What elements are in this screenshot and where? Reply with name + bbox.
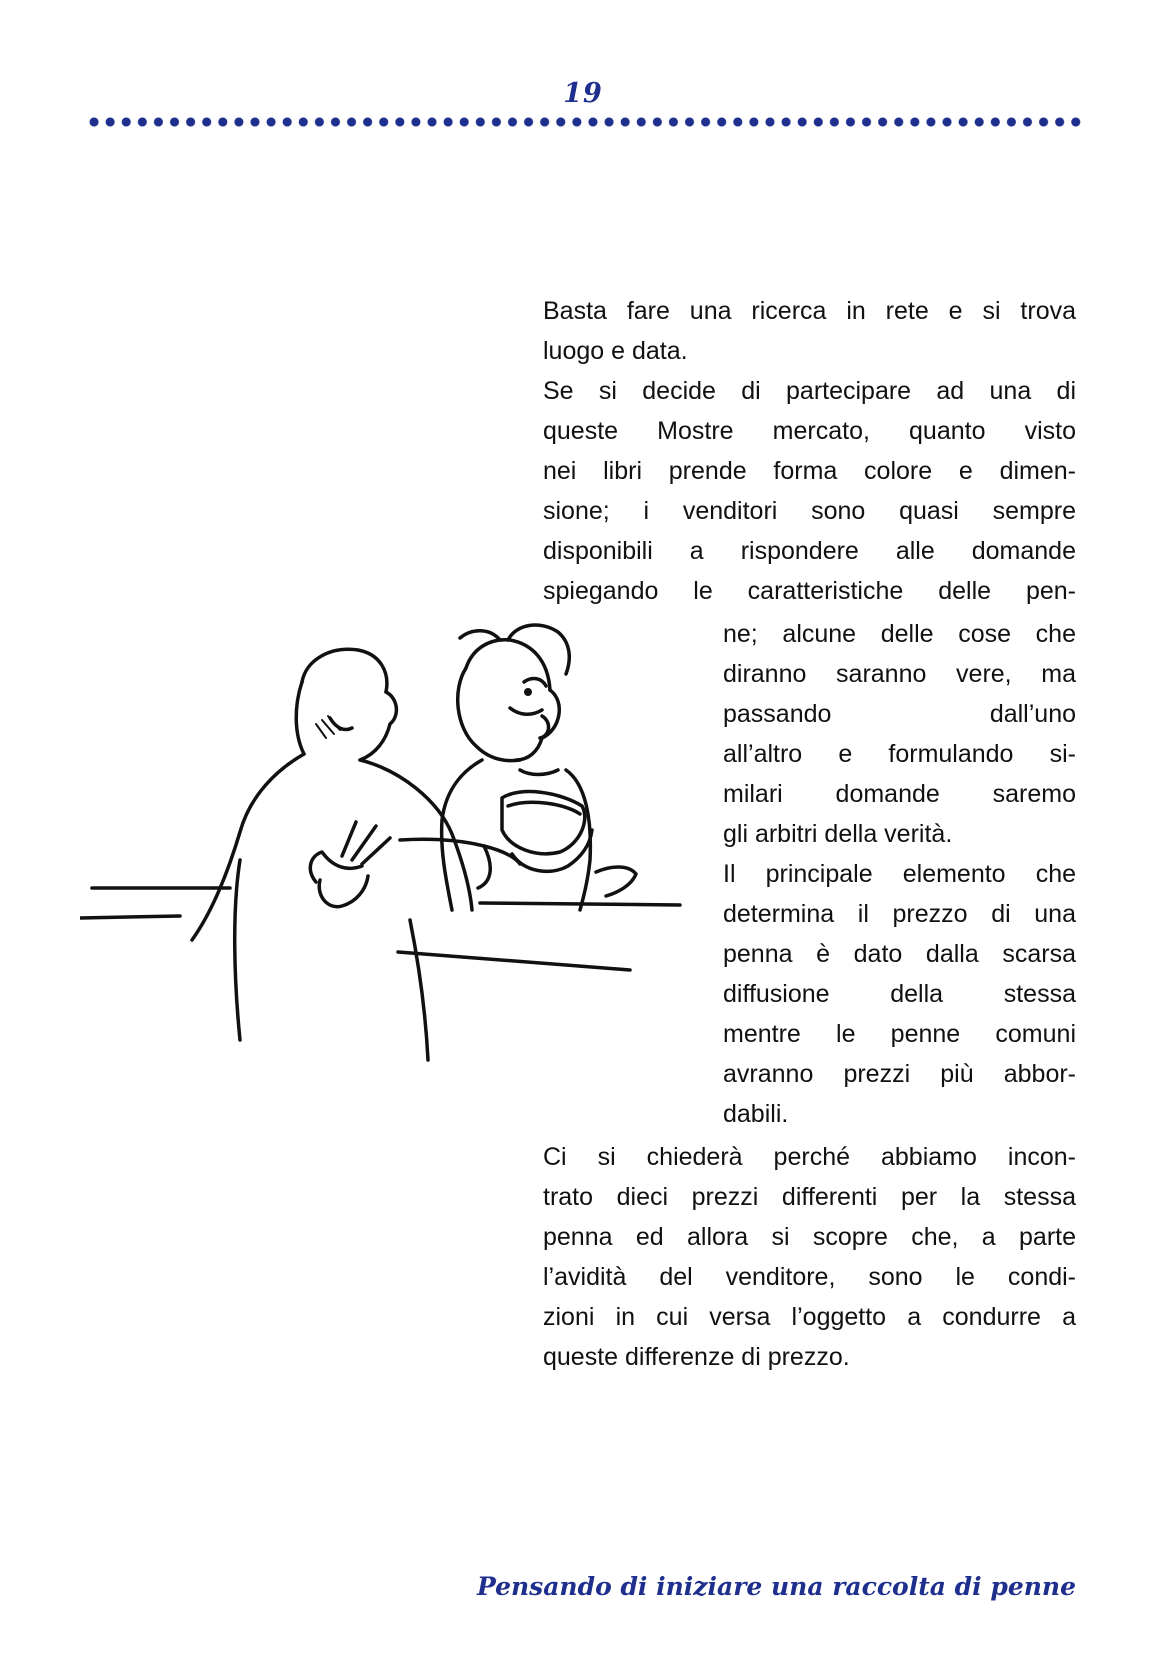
text-line: penna ed allora si scopre che, a parte bbox=[543, 1223, 1076, 1251]
text-line: Basta fare una ricerca in rete e si trova bbox=[543, 297, 1076, 325]
footer-book-title: Pensando di iniziare una raccolta di penne bbox=[476, 1572, 1076, 1601]
text-line: Ci si chiederà perché abbiamo incon- bbox=[543, 1143, 1076, 1171]
paragraph-wrapped bbox=[723, 614, 1076, 1134]
text-line: dabili. bbox=[723, 1100, 789, 1128]
text-line: diffusione della stessa bbox=[723, 980, 1076, 1008]
dotted-divider bbox=[86, 115, 1084, 129]
text-line: l’avidità del venditore, sono le condi- bbox=[543, 1263, 1076, 1291]
text-line: milari domande saremo bbox=[723, 780, 1076, 808]
cartoon-pen-seller-icon bbox=[80, 620, 700, 1100]
text-line: gli arbitri della verità. bbox=[723, 820, 953, 848]
text-line: determina il prezzo di una bbox=[723, 900, 1076, 928]
text-line: trato dieci prezzi differenti per la stessa bbox=[543, 1183, 1076, 1211]
text-line: sione; i venditori sono quasi sempre bbox=[543, 497, 1076, 525]
text-line: penna è dato dalla scarsa bbox=[723, 940, 1076, 968]
text-line: nei libri prende forma colore e dimen- bbox=[543, 457, 1076, 485]
paragraph-bottom bbox=[543, 1137, 1076, 1377]
text-line: disponibili a rispondere alle domande bbox=[543, 537, 1076, 565]
text-line: Se si decide di partecipare ad una di bbox=[543, 377, 1076, 405]
paragraph-top bbox=[543, 291, 1076, 611]
text-line: queste differenze di prezzo. bbox=[543, 1343, 850, 1371]
text-line: avranno prezzi più abbor- bbox=[723, 1060, 1076, 1088]
text-line: zioni in cui versa l’oggetto a condurre a bbox=[543, 1303, 1076, 1331]
text-line: all’altro e formulando si- bbox=[723, 740, 1076, 768]
page-number: 19 bbox=[563, 78, 603, 109]
text-line: queste Mostre mercato, quanto visto bbox=[543, 417, 1076, 445]
text-line: luogo e data. bbox=[543, 337, 688, 365]
text-line: passando dall’uno bbox=[723, 700, 1076, 728]
text-line: spiegando le caratteristiche delle pen- bbox=[543, 577, 1076, 605]
text-line: mentre le penne comuni bbox=[723, 1020, 1076, 1048]
text-line: diranno saranno vere, ma bbox=[723, 660, 1076, 688]
text-line: ne; alcune delle cose che bbox=[723, 620, 1076, 648]
text-line: Il principale elemento che bbox=[723, 860, 1076, 888]
